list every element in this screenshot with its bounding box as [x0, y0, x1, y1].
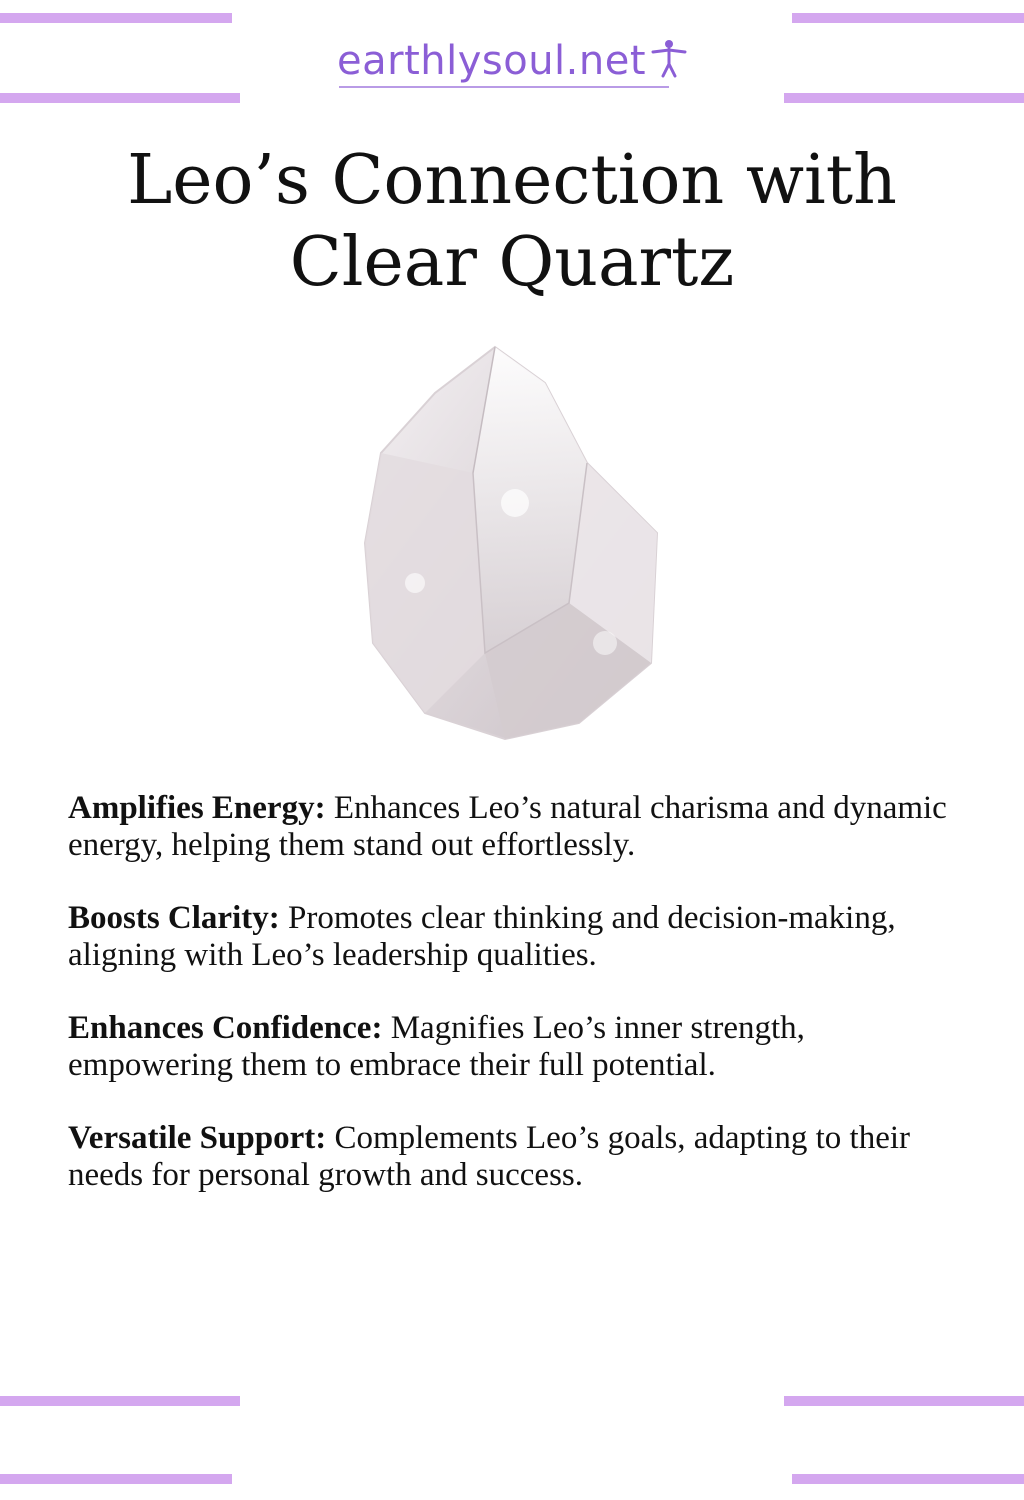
logo-underline — [339, 86, 669, 88]
bottom-left-bar — [0, 1474, 232, 1484]
benefits-list — [68, 790, 968, 1230]
site-logo[interactable] — [337, 34, 689, 90]
title-line-2: Clear Quartz — [289, 223, 735, 302]
bottom-right-upper-bar — [784, 1396, 1024, 1406]
top-left-bar — [0, 13, 232, 23]
benefit-item — [68, 900, 968, 974]
top-right-lower-bar — [784, 93, 1024, 103]
benefit-text: Complements Leo’s goals, adapting to their needs for personal growth and success. — [68, 1120, 911, 1193]
title-line-1: Leo’s Connection with — [127, 141, 897, 220]
benefit-item — [68, 790, 968, 864]
benefit-label: Amplifies Energy: — [68, 790, 326, 826]
bottom-left-upper-bar — [0, 1396, 240, 1406]
logo-text: earthlysoul.net — [337, 38, 647, 84]
benefit-item — [68, 1120, 968, 1194]
benefit-item — [68, 1010, 968, 1084]
clear-quartz-crystal-image — [355, 343, 675, 743]
bottom-right-bar — [792, 1474, 1024, 1484]
benefit-text: Magnifies Leo’s inner strength, empowering them to embrace their full potential. — [68, 1010, 805, 1083]
top-right-bar — [792, 13, 1024, 23]
top-left-lower-bar — [0, 93, 240, 103]
yoga-figure-icon — [649, 38, 689, 78]
page-title — [0, 140, 1024, 304]
benefit-label: Boosts Clarity: — [68, 900, 280, 936]
benefit-text: Promotes clear thinking and decision-making, aligning with Leo’s leadership qualities. — [68, 900, 896, 973]
benefit-label: Enhances Confidence: — [68, 1010, 383, 1046]
benefit-text: Enhances Leo’s natural charisma and dynamic energy, helping them stand out effortlessly. — [68, 790, 947, 863]
benefit-label: Versatile Support: — [68, 1120, 327, 1156]
